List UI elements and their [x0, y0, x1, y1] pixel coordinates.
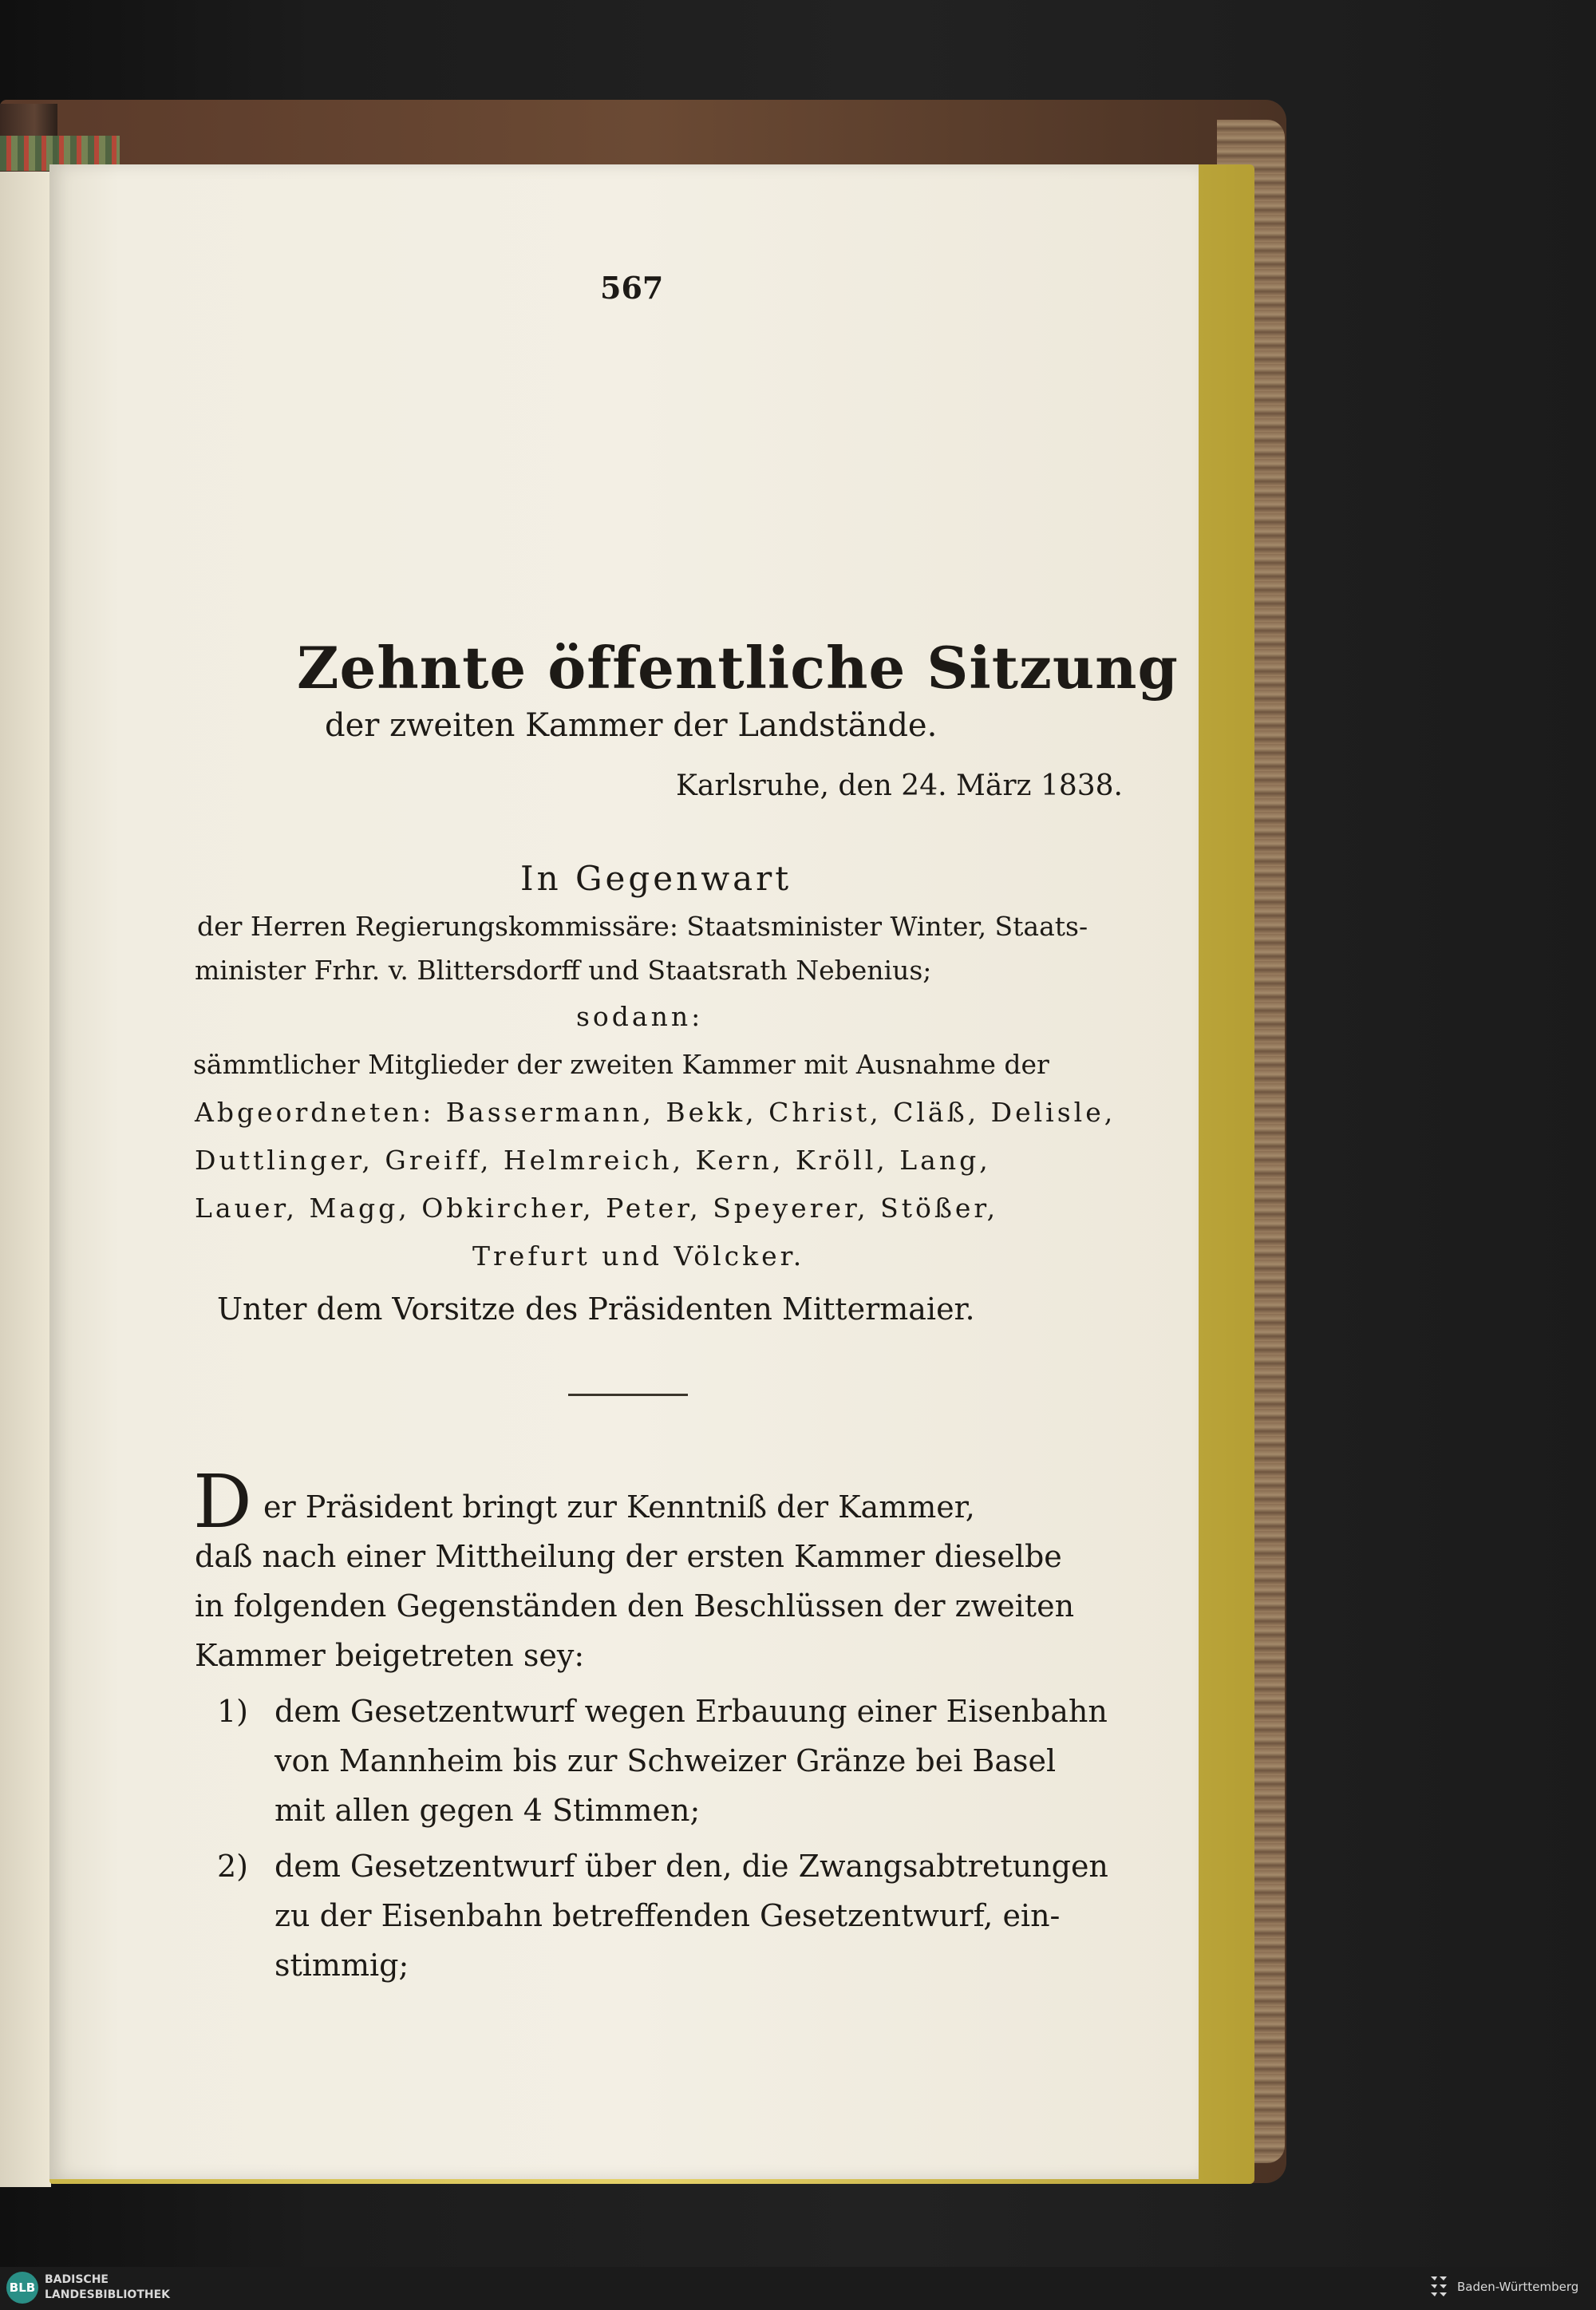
members-line: sämmtlicher Mitglieder der zweiten Kammer mit Ausnahme der — [193, 1049, 1049, 1080]
paragraph-line: er Präsident bringt zur Kenntniß der Kammer, — [263, 1489, 975, 1525]
list-item-line: dem Gesetzentwurf wegen Erbauung einer Eisenbahn — [275, 1694, 1108, 1729]
left-page-edge — [0, 172, 51, 2187]
list-item-number: 2) — [217, 1849, 249, 1884]
session-subtitle: der zweiten Kammer der Landstände. — [325, 707, 938, 744]
list-item-line: dem Gesetzentwurf über den, die Zwangsabtretungen — [275, 1849, 1108, 1884]
baden-wuerttemberg-logo-icon[interactable] — [1428, 2273, 1449, 2302]
book-page — [49, 164, 1199, 2179]
library-name-line: BADISCHE — [45, 2273, 109, 2286]
paragraph-line: Kammer beigetreten sey: — [195, 1638, 585, 1673]
list-item-line: von Mannheim bis zur Schweizer Gränze bei Basel — [275, 1743, 1057, 1778]
section-divider — [568, 1394, 688, 1396]
government-line: minister Frhr. v. Blittersdorff und Staatsrath Nebenius; — [195, 955, 932, 986]
footer-bar — [0, 2267, 1596, 2310]
list-item-line: stimmig; — [275, 1948, 409, 1983]
place-date: Karlsruhe, den 24. März 1838. — [676, 769, 1124, 802]
state-name[interactable]: Baden-Württemberg — [1457, 2280, 1579, 2294]
paragraph-line: in folgenden Gegenständen den Beschlüssen der zweiten — [195, 1588, 1075, 1624]
session-title: Zehnte öffentliche Sitzung — [297, 634, 1179, 702]
library-name-line: LANDESBIBLIOTHEK — [45, 2288, 171, 2301]
list-item-line: zu der Eisenbahn betreffenden Gesetzentwurf, ein- — [275, 1898, 1061, 1933]
list-item-line: mit allen gegen 4 Stimmen; — [275, 1793, 701, 1828]
dropcap-letter: D — [193, 1459, 252, 1545]
members-line: Trefurt und Völcker. — [472, 1240, 805, 1272]
page-number: 567 — [600, 270, 664, 306]
paragraph-line: daß nach einer Mittheilung der ersten Kammer dieselbe — [195, 1539, 1062, 1574]
members-line: Lauer, Magg, Obkircher, Peter, Speyerer, Stößer, — [195, 1193, 999, 1224]
sodann-line: sodann: — [576, 1001, 704, 1032]
blb-logo-icon[interactable]: BLB — [6, 2272, 38, 2304]
government-line: der Herren Regierungskommissäre: Staatsminister Winter, Staats- — [197, 911, 1088, 942]
members-line: Abgeordneten: Bassermann, Bekk, Christ, Cläß, Delisle, — [195, 1097, 1116, 1128]
members-line: Duttlinger, Greiff, Helmreich, Kern, Kröll, Lang, — [195, 1145, 991, 1176]
list-item-number: 1) — [217, 1694, 249, 1729]
library-name[interactable] — [45, 2272, 170, 2303]
presence-heading: In Gegenwart — [520, 859, 792, 898]
chair-line: Unter dem Vorsitze des Präsidenten Mittermaier. — [217, 1291, 975, 1327]
